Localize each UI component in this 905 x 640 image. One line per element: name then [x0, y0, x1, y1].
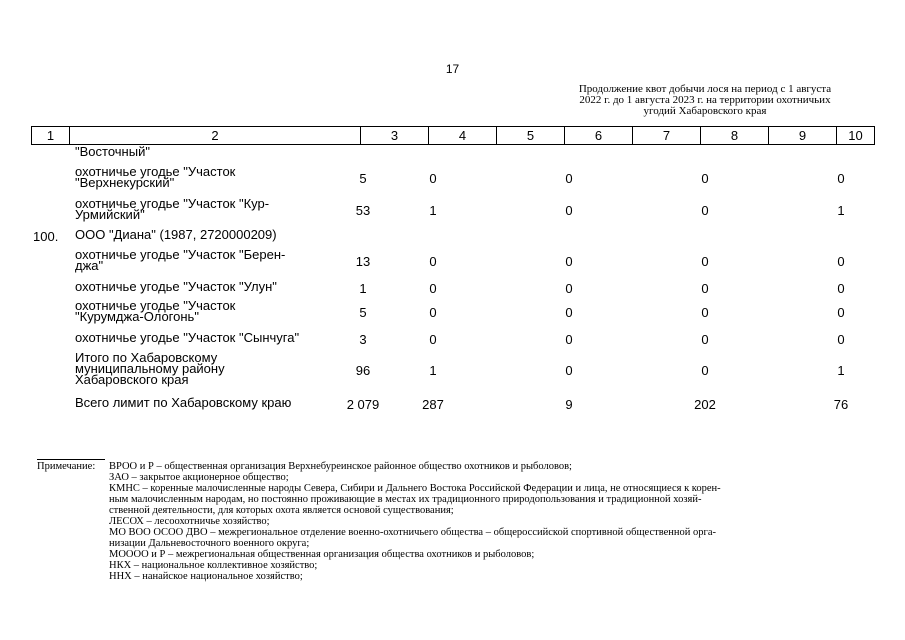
table-header: [31, 126, 875, 145]
cell-10: 76: [833, 397, 849, 412]
cell-4: 1: [429, 363, 437, 378]
row-name: охотничье угодье "Участок "Кур- Урмийский": [75, 196, 270, 222]
cell-10: 0: [837, 171, 845, 186]
cell-10: 1: [837, 363, 845, 378]
header-cell: 10: [848, 128, 863, 143]
row-name: Всего лимит по Хабаровскому краю: [75, 395, 292, 410]
row-name: охотничье угодье "Участок "Верхнекурский": [75, 164, 236, 190]
cell-4: 0: [429, 171, 437, 186]
cell-3: 53: [355, 203, 371, 218]
row-name: охотничье угодье "Участок "Улун": [75, 279, 277, 294]
cell-8: 0: [701, 254, 709, 269]
note-line: низации Дальневосточного военного округа;: [109, 538, 310, 549]
cell-8: 0: [701, 171, 709, 186]
header-cell: 1: [32, 127, 70, 144]
continuation-line: Продолжение квот добычи лося на период с 1 августа: [578, 83, 832, 95]
cell-3: 2 079: [346, 397, 380, 412]
note-line: МО ВОО ОСОО ДВО – межрегиональное отделение военно-охотничьего общества – общероссийской спортивной общественной орга-: [109, 527, 716, 538]
note-line: ЛЕСОХ – лесоохотничье хозяйство;: [109, 516, 270, 527]
cell-8: 0: [701, 363, 709, 378]
cell-8: 0: [701, 281, 709, 296]
cell-6: 0: [565, 254, 573, 269]
header-cell: 8: [701, 127, 769, 144]
row-name: ООО "Диана" (1987, 2720000209): [75, 227, 277, 242]
cell-10: 0: [837, 254, 845, 269]
cell-10: 0: [837, 281, 845, 296]
continuation-title: [552, 84, 858, 117]
continuation-line: угодий Хабаровского края: [643, 105, 767, 117]
cell-3: 3: [359, 332, 367, 347]
cell-6: 0: [565, 281, 573, 296]
footnote-rule: [37, 459, 105, 460]
note-line: ВРОО и Р – общественная организация Верхнебуреинское районное общество охотников и рыболовов;: [109, 461, 572, 472]
header-cell: 4: [429, 127, 497, 144]
row-name: охотничье угодье "Участок "Сынчуга": [75, 330, 300, 345]
cell-8: 0: [701, 305, 709, 320]
note-line: ННХ – нанайское национальное хозяйство;: [109, 571, 303, 582]
page-number: 17: [445, 62, 460, 76]
row-name: Итого по Хабаровскому муниципальному району Хабаровского края: [75, 350, 225, 387]
cell-3: 1: [359, 281, 367, 296]
cell-3: 5: [359, 171, 367, 186]
cell-4: 0: [429, 332, 437, 347]
note-line: МООOO и Р – межрегиональная общественная организация общества охотников и рыболовов;: [109, 549, 535, 560]
cell-10: 0: [837, 332, 845, 347]
cell-3: 13: [355, 254, 371, 269]
notes: [37, 461, 877, 582]
cell-8: 202: [694, 397, 716, 412]
header-cell: 2: [70, 127, 361, 144]
row-name: охотничье угодье "Участок "Берен- джа": [75, 247, 286, 273]
cell-6: 0: [565, 305, 573, 320]
header-cell: 6: [565, 127, 633, 144]
cell-8: 0: [701, 332, 709, 347]
cell-4: 0: [429, 305, 437, 320]
continuation-line: 2022 г. до 1 августа 2023 г. на территории охотничьих: [579, 94, 831, 106]
note-line: НКХ – национальное коллективное хозяйство;: [109, 560, 318, 571]
cell-6: 0: [565, 332, 573, 347]
cell-3: 96: [355, 363, 371, 378]
note-line: ным малочисленным народам, но постоянно проживающие в местах их традиционного природопользования и традиционной хозяй-: [109, 494, 702, 505]
header-cell: 9: [769, 127, 837, 144]
cell-10: 0: [837, 305, 845, 320]
cell-6: 0: [565, 203, 573, 218]
cell-6: 0: [565, 171, 573, 186]
note-line: КМНС – коренные малочисленные народы Севера, Сибири и Дальнего Востока Российской Федерации и лица, не относящиеся к корен-: [109, 483, 721, 494]
cell-4: 1: [429, 203, 437, 218]
cell-4: 0: [429, 281, 437, 296]
header-cell: 7: [633, 127, 701, 144]
cell-8: 0: [701, 203, 709, 218]
note-line: ственной деятельности, для которых охота является основой существования;: [109, 505, 454, 516]
row-name: охотничье угодье "Участок "Курумджа-Ологонь": [75, 298, 236, 324]
header-cell: 3: [361, 127, 429, 144]
cell-10: 1: [837, 203, 845, 218]
cell-6: 0: [565, 363, 573, 378]
cell-4: 0: [429, 254, 437, 269]
notes-label: Примечание:: [37, 461, 96, 472]
row-number: 100.: [33, 229, 59, 244]
cell-6: 9: [565, 397, 573, 412]
header-cell: 5: [497, 127, 565, 144]
row-name: "Восточный": [75, 144, 150, 159]
note-line: ЗАО – закрытое акционерное общество;: [109, 472, 289, 483]
cell-3: 5: [359, 305, 367, 320]
cell-4: 287: [422, 397, 444, 412]
